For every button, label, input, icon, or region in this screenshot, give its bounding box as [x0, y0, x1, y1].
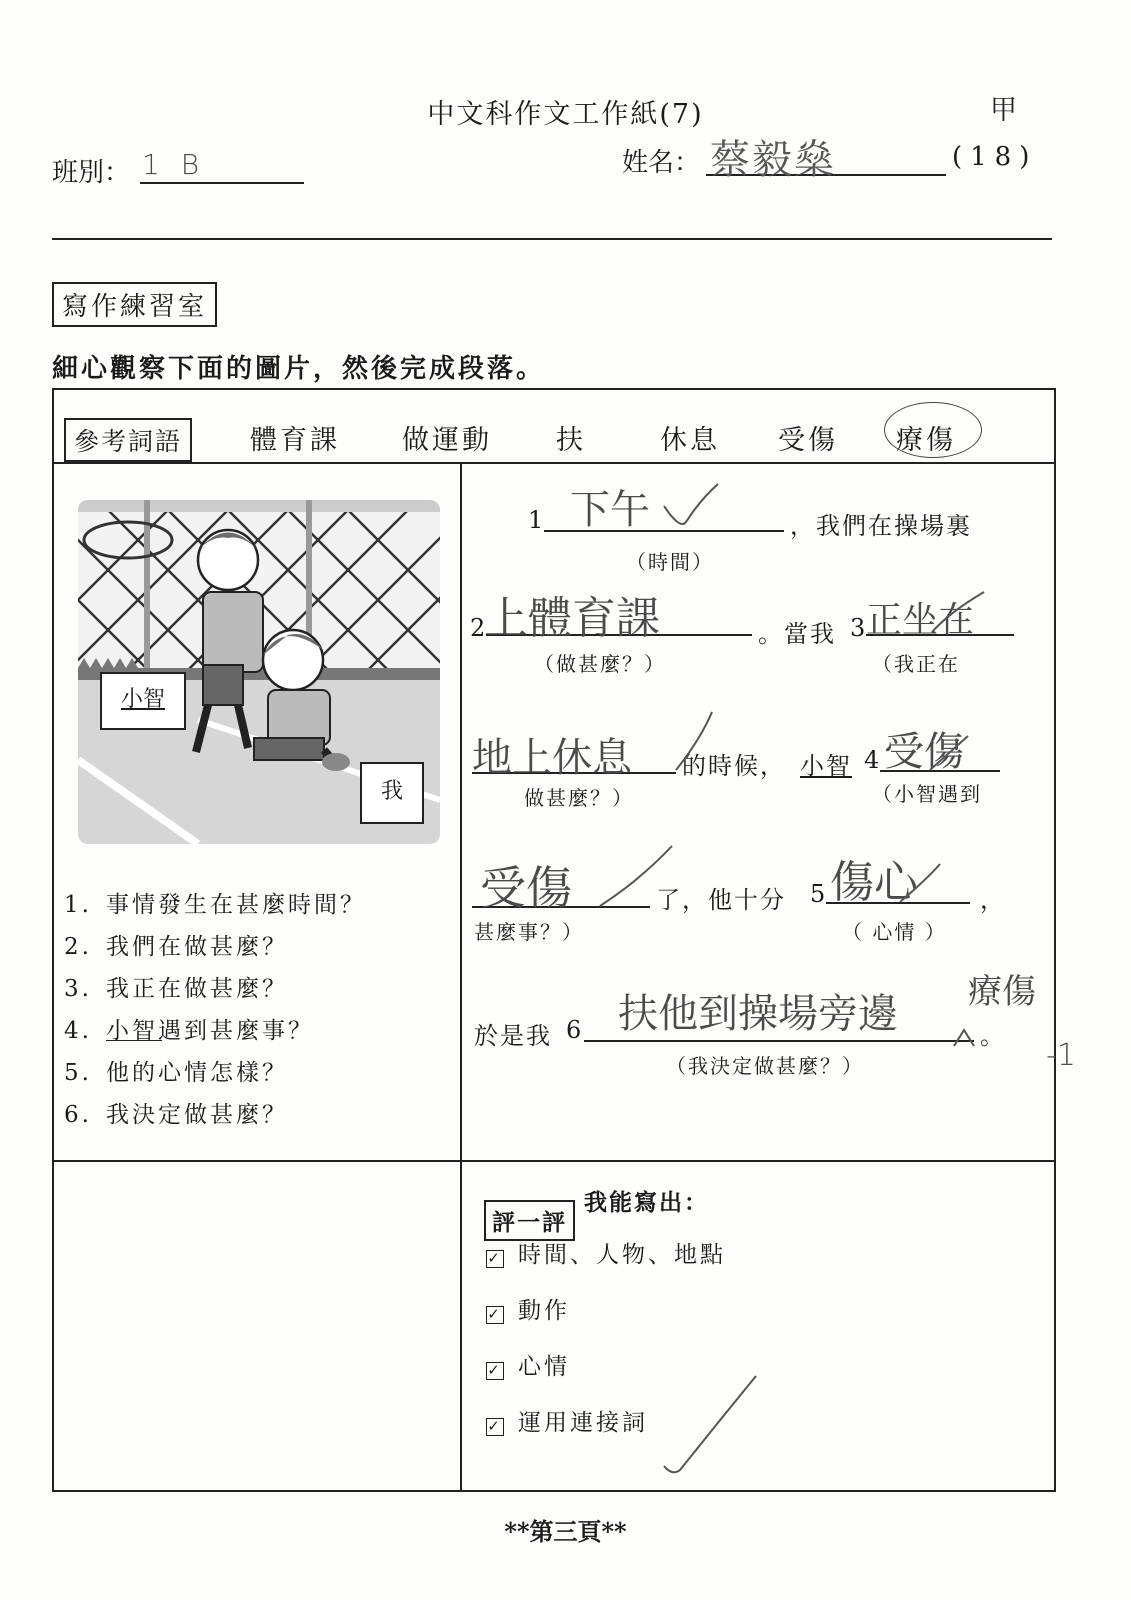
reference-word: 做運動	[402, 425, 492, 456]
blank-number: 4	[864, 746, 882, 774]
evaluation-label: 評一評	[484, 1200, 575, 1241]
question-number: 2.	[64, 934, 92, 960]
paragraph-text: 。當我	[758, 620, 836, 648]
reference-word: 受傷	[778, 425, 838, 456]
answer-activity: 上體育課	[484, 593, 660, 644]
answer-time: 下午	[570, 487, 650, 533]
answer-event: 受傷	[884, 729, 964, 775]
blank-hint: （ 心情 ）	[842, 920, 947, 944]
answer-feeling: 傷心	[830, 857, 918, 908]
blank-number: 1	[528, 506, 546, 534]
question-number: 5.	[64, 1060, 92, 1086]
class-underline	[140, 182, 304, 184]
blank-number: 3	[850, 614, 868, 642]
blank-hint: （我正在	[872, 652, 960, 676]
reference-word: 扶	[556, 425, 586, 456]
checkbox[interactable]: ✓	[487, 1305, 503, 1323]
class-value: 1 B	[142, 148, 206, 181]
column-divider	[460, 462, 462, 1492]
checklist-item-label: 運用連接詞	[518, 1410, 648, 1436]
question-item	[64, 1012, 314, 1045]
paragraph-text: ，	[980, 886, 1006, 914]
teacher-score-mark: -1	[1046, 1038, 1076, 1073]
checkbox[interactable]: ✓	[487, 1361, 503, 1379]
reference-label: 參考詞語	[64, 418, 192, 462]
answer-event-cont: 受傷	[480, 861, 572, 915]
question-text: 我們在做甚麼？	[106, 934, 288, 960]
paragraph-text: 於是我	[474, 1022, 552, 1050]
reference-word: 療傷	[896, 425, 956, 456]
answer-my-action-cont: 地上休息	[472, 735, 632, 781]
checkbox[interactable]: ✓	[487, 1417, 503, 1435]
reference-row-divider	[52, 462, 1056, 464]
blank-line	[584, 1040, 974, 1042]
question-number: 4.	[64, 1018, 92, 1044]
blank-hint: （做甚麼？）	[534, 652, 666, 676]
question-number: 6.	[64, 1102, 92, 1128]
question-item	[64, 970, 288, 1003]
evaluation-heading: 我能寫出：	[584, 1189, 709, 1216]
blank-number: 5	[810, 880, 828, 908]
blank-number: 6	[566, 1016, 584, 1044]
answer-my-action: 正坐在	[866, 600, 975, 641]
question-text: 我正在做甚麼？	[106, 976, 288, 1002]
header-divider	[52, 238, 1052, 240]
checklist-item-label: 動作	[518, 1298, 570, 1324]
class-label: 班別：	[52, 158, 131, 188]
xiaozhi-tag	[100, 672, 186, 730]
question-item	[64, 886, 366, 919]
question-number: 1.	[64, 892, 92, 918]
question-item	[64, 928, 288, 961]
name-label: 姓名：	[622, 148, 701, 178]
me-tag	[360, 762, 424, 824]
name-value: 蔡毅燊	[710, 137, 836, 183]
question-text: 事情發生在甚麼時間？	[106, 892, 366, 918]
circle-mark	[884, 402, 982, 458]
seat-number: (18)	[952, 142, 1038, 172]
question-number: 3.	[64, 976, 92, 1002]
paragraph-text: 。	[980, 1022, 1006, 1050]
teacher-correction: 療傷	[968, 972, 1036, 1012]
blank-hint: 甚麼事？）	[474, 920, 584, 944]
checklist-item	[486, 1404, 648, 1437]
checklist-item-label: 時間、人物、地點	[518, 1242, 726, 1268]
xiaozhi-tag-label: 小智	[120, 687, 165, 712]
blank-hint: （時間）	[626, 550, 714, 574]
question-underline	[106, 1040, 162, 1041]
paragraph-text: ，我們在操場裏	[790, 512, 972, 540]
section-title: 寫作練習室	[52, 282, 217, 327]
checklist-item	[486, 1236, 726, 1269]
blank-hint: 做甚麼？）	[524, 786, 634, 810]
reference-word: 休息	[660, 425, 720, 456]
paragraph-text: 了，他十分	[656, 886, 786, 914]
page-footer: **第三頁**	[504, 1517, 627, 1546]
blank-hint: （小智遇到	[872, 782, 982, 806]
evaluation-row-divider	[52, 1160, 1056, 1162]
blank-hint: （我決定做甚麼？）	[666, 1054, 864, 1078]
checklist-item-label: 心情	[518, 1354, 570, 1380]
paragraph-text: 的時候，	[682, 752, 786, 780]
question-text: 我決定做甚麼？	[106, 1102, 288, 1128]
blank-number: 2	[470, 614, 488, 642]
worksheet-title: 中文科作文工作紙(7)	[427, 99, 704, 130]
question-text: 他的心情怎樣？	[106, 1060, 288, 1086]
question-text: 小智遇到甚麼事？	[106, 1018, 314, 1044]
reference-word: 體育課	[250, 425, 340, 456]
question-item	[64, 1054, 288, 1087]
checklist-item	[486, 1348, 570, 1381]
instruction: 細心觀察下面的圖片，然後完成段落。	[52, 354, 546, 384]
checklist-item	[486, 1292, 570, 1325]
checkbox[interactable]: ✓	[487, 1249, 503, 1267]
answer-decision: 扶他到操場旁邊	[618, 991, 898, 1037]
grade-mark: 甲	[990, 95, 1017, 126]
paragraph-text-xiaozhi: 小智	[800, 752, 852, 780]
me-tag-label: 我	[380, 779, 403, 804]
question-item	[64, 1096, 288, 1129]
